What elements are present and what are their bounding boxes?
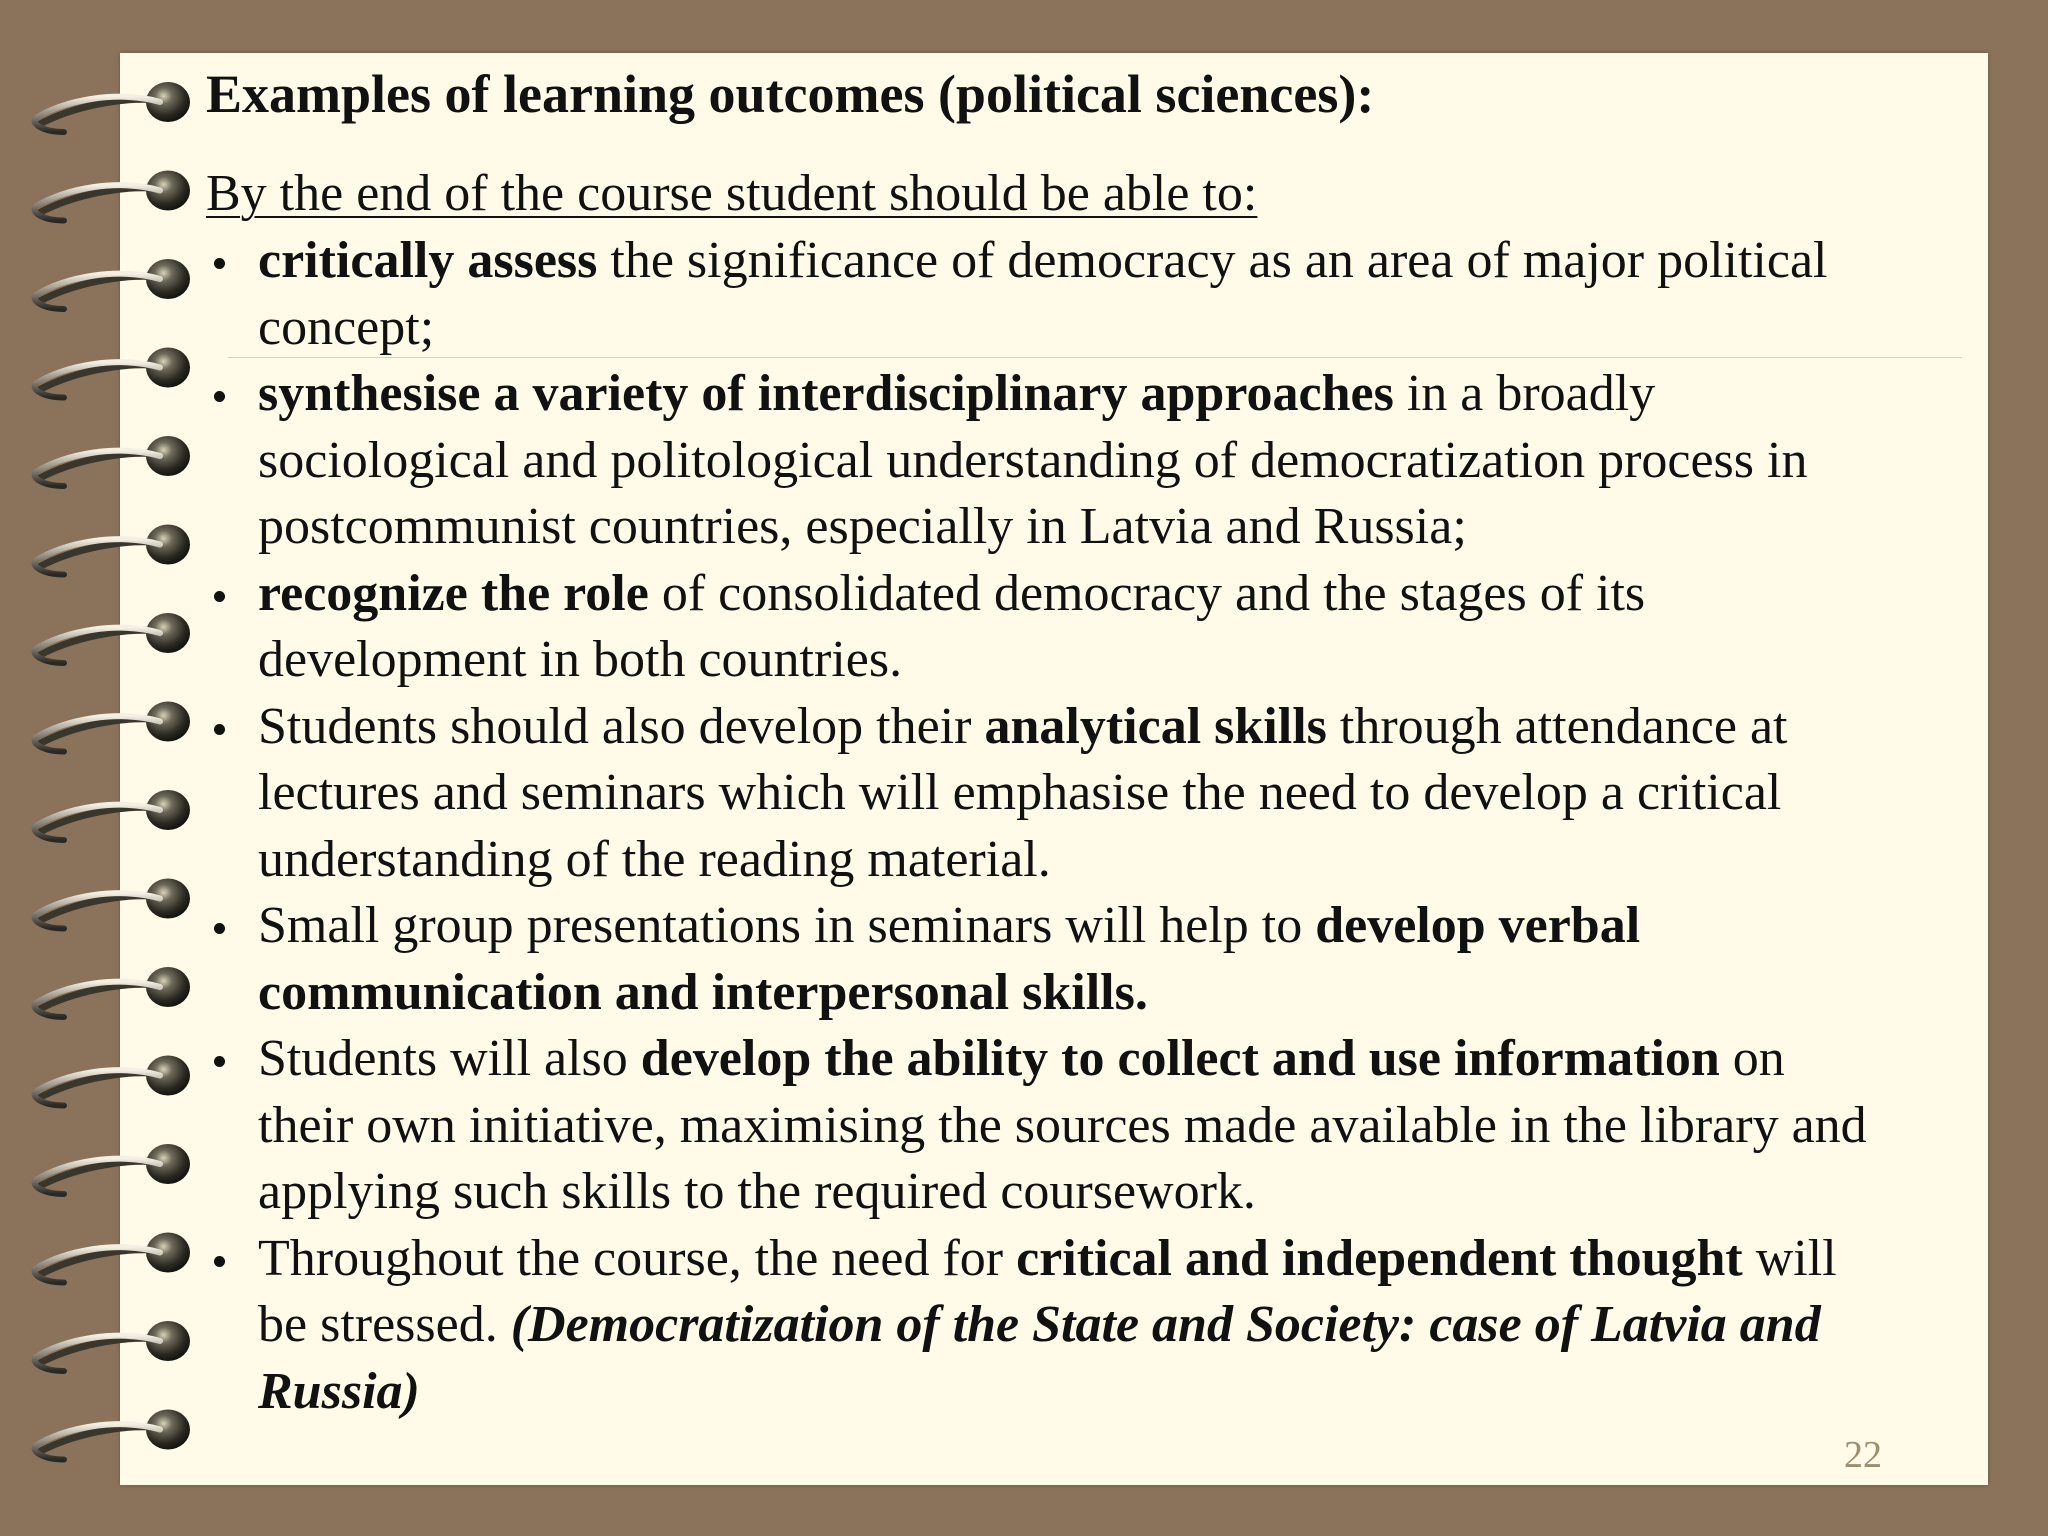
list-item (206, 1226, 1878, 1426)
bold-phrase: recognize the role (258, 564, 649, 622)
item-text: Small group presentations in seminars will help to (258, 897, 1316, 954)
item-text: Students will also (258, 1030, 641, 1087)
spiral-ring-icon (35, 613, 190, 663)
item-text: Throughout the course, the need for (258, 1229, 1017, 1287)
list-item (206, 228, 1878, 361)
spiral-ring-icon (35, 525, 190, 575)
bold-phrase: synthesise a variety of interdisciplinary approaches (258, 365, 1394, 422)
item-text: the significance of democracy as an area of major political concept; (258, 232, 1828, 356)
spiral-ring-icon (35, 1233, 190, 1283)
spiral-ring-icon (35, 1056, 190, 1106)
item-text: of consolidated democracy and the stages of its development in both countries. (258, 564, 1646, 688)
slide-content (206, 58, 1886, 1425)
spiral-ring-icon (35, 259, 190, 309)
bold-phrase: analytical skills (984, 697, 1327, 755)
spiral-ring-icon (35, 1144, 190, 1194)
slide-subtitle: By the end of the course student should be able to: (206, 165, 1258, 222)
spiral-ring-icon (35, 82, 190, 132)
spiral-ring-icon (35, 436, 190, 486)
list-item (206, 694, 1878, 894)
item-text: will be stressed. (258, 1229, 1837, 1353)
spiral-ring-icon (35, 1410, 190, 1460)
spiral-ring-icon (35, 171, 190, 221)
item-text: on their own initiative, maximising the sources made available in the library and applying such skills to the required coursework. (258, 1030, 1867, 1220)
spiral-ring-icon (35, 702, 190, 752)
page-number: 22 (1844, 1434, 1882, 1476)
item-text: through attendance at lectures and seminars which will emphasise the need to develop a critical understanding of the reading material. (258, 697, 1788, 888)
spiral-ring-icon (35, 967, 190, 1017)
list-item (206, 893, 1878, 1026)
source-citation: (Democratization of the State and Society: case of Latvia and Russia) (258, 1296, 1821, 1420)
bold-phrase: critical and independent thought (1016, 1229, 1743, 1287)
bold-phrase: develop the ability to collect and use information (640, 1030, 1720, 1087)
item-text: in a broadly sociological and politological understanding of democratization process in postcommunist countries, especially in Latvia and Russia; (258, 365, 1808, 555)
outcomes-list (206, 228, 1886, 1425)
spiral-ring-icon (35, 790, 190, 840)
bold-phrase: critically assess (258, 232, 598, 289)
item-text: Students should also develop their (258, 697, 985, 755)
spiral-ring-icon (35, 348, 190, 398)
spiral-binding (0, 0, 220, 1536)
spiral-ring-icon (35, 1321, 190, 1371)
bold-phrase: develop verbal communication and interpersonal skills. (258, 897, 1641, 1021)
list-item (206, 1026, 1878, 1226)
slide-title: Examples of learning outcomes (political sciences): (206, 64, 1375, 124)
list-item (206, 361, 1878, 561)
list-item (206, 561, 1878, 694)
spiral-ring-icon (35, 879, 190, 929)
